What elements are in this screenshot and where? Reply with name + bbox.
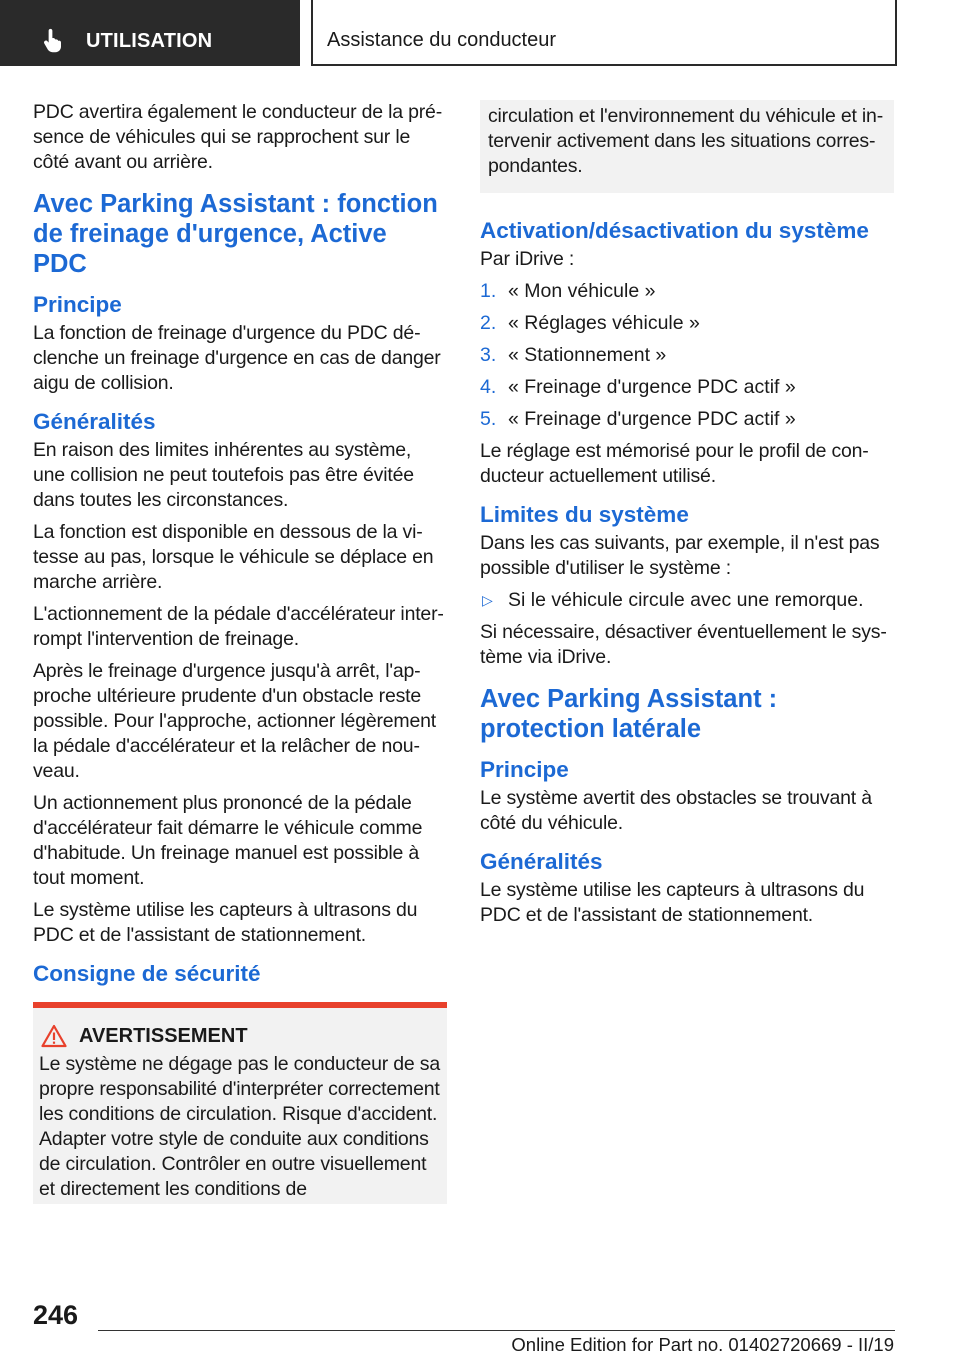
- generalites-paragraph-1: En raison des limites inhérentes au système, une collision ne peut toutefois pas être évitée dans toutes les circonstances.: [33, 439, 414, 511]
- step-number: 3.: [480, 344, 497, 366]
- generalites-heading: Généralités: [33, 409, 156, 434]
- intro-paragraph: PDC avertira également le conducteur de la présence de véhicules qui se rapprochent sur le côté avant ou arrière.: [33, 101, 443, 173]
- chapter-box[interactable]: [311, 0, 897, 66]
- list-item: [480, 588, 894, 613]
- generalites2-heading: Généralités: [480, 849, 603, 874]
- step-text: « Freinage d'urgence PDC actif »: [508, 408, 796, 430]
- list-item: [480, 311, 894, 336]
- page-header: [0, 0, 960, 66]
- limites-list: [480, 588, 894, 613]
- bullet-triangle-icon: ▷: [482, 592, 493, 608]
- step-text: « Stationnement »: [508, 344, 667, 366]
- principe-paragraph: La fonction de freinage d'urgence du PDC déclenche un freinage d'urgence en cas de danger aigu de collision.: [33, 322, 441, 394]
- warning-text-continued: circulation et l'environnement du véhicule et intervenir activement dans les situations correspondantes.: [488, 105, 884, 177]
- principe-heading: Principe: [33, 292, 122, 317]
- consigne-heading: Consigne de sécurité: [33, 961, 261, 986]
- activation-heading: Activation/désactivation du système: [480, 218, 869, 243]
- bullet-text: Si le véhicule circule avec une remorque.: [508, 589, 864, 611]
- step-number: 1.: [480, 280, 497, 302]
- step-text: « Freinage d'urgence PDC actif »: [508, 376, 796, 398]
- list-item: [480, 407, 894, 432]
- step-number: 2.: [480, 312, 497, 334]
- warning-triangle-icon: [41, 1024, 67, 1048]
- generalites2-paragraph: Le système utilise les capteurs à ultrasons du PDC et de l'assistant de stationnement.: [480, 879, 865, 926]
- step-text: « Réglages véhicule »: [508, 312, 700, 334]
- warning-title: AVERTISSEMENT: [79, 1024, 248, 1047]
- section-title-emergency-braking: Avec Parking Assistant : fonction de freinage d'urgence, Active PDC: [33, 190, 438, 278]
- page-number: 246: [33, 1300, 79, 1330]
- section-label: UTILISATION: [86, 30, 213, 52]
- left-column: [33, 100, 447, 1204]
- limites-heading: Limites du système: [480, 502, 689, 527]
- activation-steps: [480, 279, 894, 432]
- edition-text: Online Edition for Part no. 01402720669 - II/19: [511, 1334, 894, 1355]
- principe2-paragraph: Le système avertit des obstacles se trouvant à côté du véhicule.: [480, 787, 872, 834]
- generalites-paragraph-3: L'actionnement de la pédale d'accélérateur interrompt l'intervention de freinage.: [33, 603, 444, 650]
- page-footer: [0, 1290, 960, 1362]
- section-tab[interactable]: [0, 0, 300, 66]
- step-number: 5.: [480, 408, 497, 430]
- chapter-label: Assistance du conducteur: [327, 29, 557, 51]
- list-item: [480, 343, 894, 368]
- limites-paragraph: Dans les cas suivants, par exemple, il n'est pas possible d'utiliser le système :: [480, 532, 880, 579]
- generalites-paragraph-4: Après le freinage d'urgence jusqu'à arrêt, l'approche ultérieure prudente d'un obstacle reste possible. Pour l'approche, actionner légèrement la pédale d'accélérateur et la relâcher de nouveau.: [33, 660, 436, 782]
- par-idrive: Par iDrive :: [480, 248, 575, 270]
- list-item: [480, 279, 894, 304]
- generalites-paragraph-5: Un actionnement plus prononcé de la pédale d'accélérateur fait démarre le véhicule comme d'habitude. Un freinage manuel est possible à tout moment.: [33, 792, 423, 889]
- section-title-side-protection: Avec Parking Assistant : protection latérale: [480, 685, 778, 743]
- memorise-paragraph: Le réglage est mémorisé pour le profil de conducteur actuellement utilisé.: [480, 440, 869, 487]
- right-column: [480, 100, 894, 935]
- generalites-paragraph-6: Le système utilise les capteurs à ultrasons du PDC et de l'assistant de stationnement.: [33, 899, 418, 946]
- footer-divider: [98, 1330, 895, 1331]
- warning-box-continued: [480, 100, 894, 193]
- warning-title-row: [39, 1024, 441, 1048]
- warning-text: Le système ne dégage pas le conducteur de sa propre responsabilité d'interpréter correctement les conditions de circulation. Risque d'accident. Adapter votre style de conduite aux conditions de circulation. Contrôler en outre visuellement et directement les conditions de: [39, 1053, 440, 1200]
- generalites-paragraph-2: La fonction est disponible en dessous de la vitesse au pas, lorsque le véhicule se déplace en marche arrière.: [33, 521, 434, 593]
- list-item: [480, 375, 894, 400]
- hand-pointer-icon: [40, 26, 68, 54]
- step-number: 4.: [480, 376, 497, 398]
- desactiver-paragraph: Si nécessaire, désactiver éventuellement le système via iDrive.: [480, 621, 887, 668]
- step-text: « Mon véhicule »: [508, 280, 656, 302]
- warning-box: [33, 1002, 447, 1204]
- principe2-heading: Principe: [480, 757, 569, 782]
